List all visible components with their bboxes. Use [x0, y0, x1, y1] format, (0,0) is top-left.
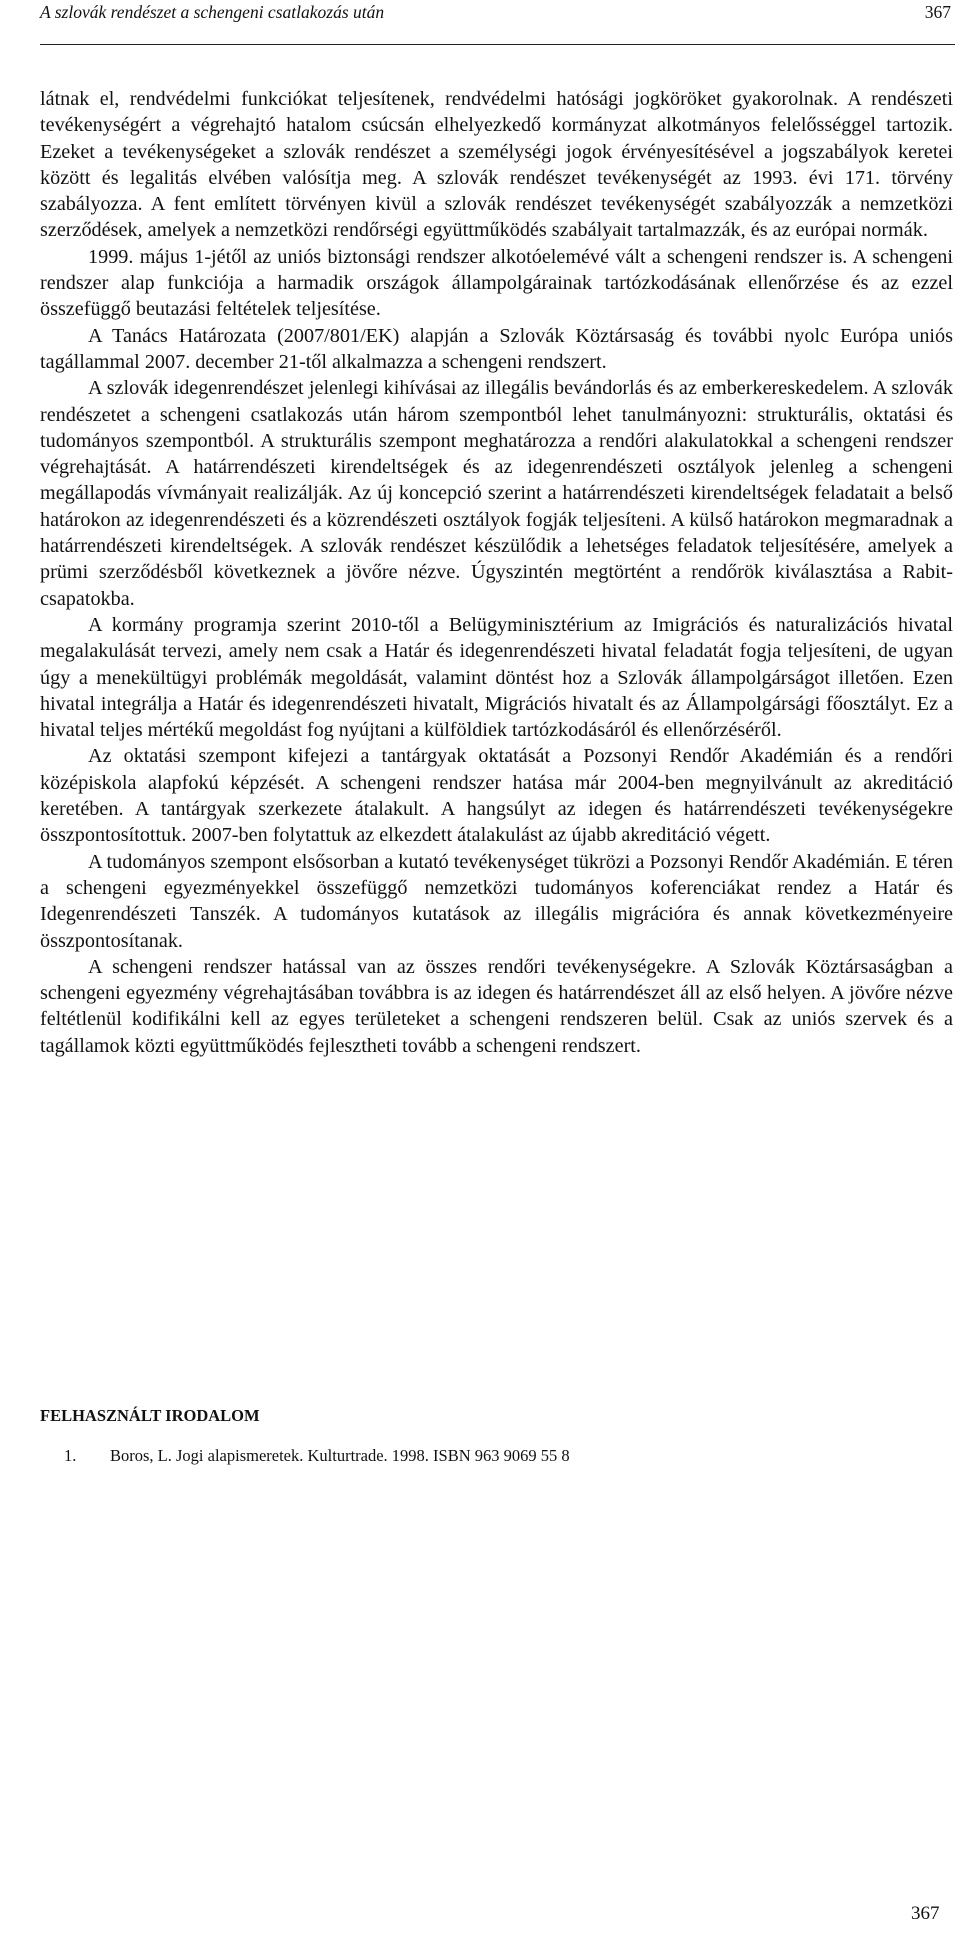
paragraph: látnak el, rendvédelmi funkciókat teljesítenek, rendvédelmi hatósági jogköröket gyakorolnak. A rendészeti tevékenységért a végrehajtó hatalom csúcsán elhelyezkedő kormányzat alkotmányos felelősséggel tartozik. Ezeket a tevékenységeket a szlovák rendészet a személységi jogok érvényesítésével a jogszabályok keretei között és legalitás elvében valósítja meg. A szlovák rendészet tevékenységét az 1993. évi 171. törvény szabályozza. A fent említett törvényen kivül a szlovák rendészet tevékenységét szabályozzák a nemzetközi szerződések, amelyek a nemzetközi rendőrségi együttműködés szabályait tartalmazzák, és az európai normák.: [40, 88, 953, 242]
paragraph: A kormány programja szerint 2010-től a Belügyminisztérium az Imigrációs és naturalizációs hivatal megalakulását tervezi, amely nem csak a Határ és idegenrendészeti hivatal feladatát fogja teljesíteni, de ugyan úgy a menekültügyi problémák megoldását, valamint döntést hoz a Szlovák állampolgárságot illetően. Ezen hivatal integrálja a Határ és idegenrendészeti hivatalt, Migrációs hivatalt és az Állampolgársági főosztályt. Ez a hivatal teljes mértékű megoldást fog nyújtani a külföldiek tartózkodásáról és ellenőrzéséről.: [40, 613, 953, 742]
header-title: A szlovák rendészet a schengeni csatlakozás után: [40, 2, 385, 22]
body-text: [40, 86, 953, 1059]
paragraph: 1999. május 1-jétől az uniós biztonsági rendszer alkotóelemévé vált a schengeni rendszer is. A schengeni rendszer alap funkciója a harmadik országok állampolgárainak tartózkodásának ellenőrzése és az ezzel összefüggő beutazási feltételek teljesítése.: [40, 245, 953, 321]
paragraph: Az oktatási szempont kifejezi a tantárgyak oktatását a Pozsonyi Rendőr Akadémián és a rendőri középiskola alapfokú képzését. A schengeni rendszer hatása már 2004-ben megnyilvánult az akreditáció keretében. A tantárgyak szerkezete átalakult. A hangsúlyt az idegen és határrendészeti tevékenységekre összpontosítottuk. 2007-ben folytattuk az elkezdett átalakulást az újabb akreditáció végett.: [40, 745, 953, 847]
bibliography-item: [64, 1446, 570, 1466]
footer-page-number: 367: [911, 1903, 940, 1924]
paragraph: A schengeni rendszer hatással van az összes rendőri tevékenységekre. A Szlovák Köztársaságban a schengeni egyezmény végrehajtásában továbbra is az idegen és határrendészet áll az első helyen. A jövőre nézve feltétlenül kodifikálni kell az egyes területeket a schengeni rendszeren belül. Csak az uniós szervek és a tagállamok közti együttműködés fejlesztheti tovább a schengeni rendszert.: [40, 955, 953, 1057]
paragraph: A Tanács Határozata (2007/801/EK) alapján a Szlovák Köztársaság és további nyolc Európa uniós tagállammal 2007. december 21-től alkalmazza a schengeni rendszert.: [40, 324, 953, 373]
bibliography-heading: FELHASZNÁLT IRODALOM: [40, 1406, 260, 1425]
paragraph: A tudományos szempont elsősorban a kutató tevékenységet tükrözi a Pozsonyi Rendőr Akadémián. E téren a schengeni egyezményekkel összefüggő nemzetközi tudományos koferenciákat rendez a Határ és Idegenrendészeti Tanszék. A tudományos kutatások az illegális migrációra és annak következményeire összpontosítanak.: [40, 850, 953, 952]
running-header: [40, 0, 955, 45]
paragraph: A szlovák idegenrendészet jelenlegi kihívásai az illegális bevándorlás és az emberkereskedelem. A szlovák rendészetet a schengeni csatlakozás után három szempontból lehet tanulmányozni: strukturális, oktatási és tudományos szempontból. A strukturális szempont meghatározza a rendőri alakulatokkal a schengeni rendszer végrehajtását. A határrendészeti kirendeltségek és az idegenrendészeti osztályok jelenleg a schengeni megállapodás vívmányait realizálják. Az új koncepció szerint a határrendészeti kirendeltségek feladatait a belső határokon az idegenrendészeti és a közrendészeti osztályok fogják teljesíteni. A külső határokon megmaradnak a határrendészeti kirendeltségek. A szlovák rendészet készülődik a lehetséges feladatok teljesítésére, amelyek a prümi szerződésből következnek a jövőre nézve. Úgyszintén megtörtént a rendőrök kiválasztása a Rabit-csapatokba.: [40, 377, 953, 610]
bibliography-list: [64, 1446, 570, 1466]
bibliography-item-text: Boros, L. Jogi alapismeretek. Kulturtrade. 1998. ISBN 963 9069 55 8: [110, 1446, 570, 1465]
bibliography-item-number: 1.: [64, 1446, 77, 1465]
header-page-number: 367: [924, 2, 951, 22]
